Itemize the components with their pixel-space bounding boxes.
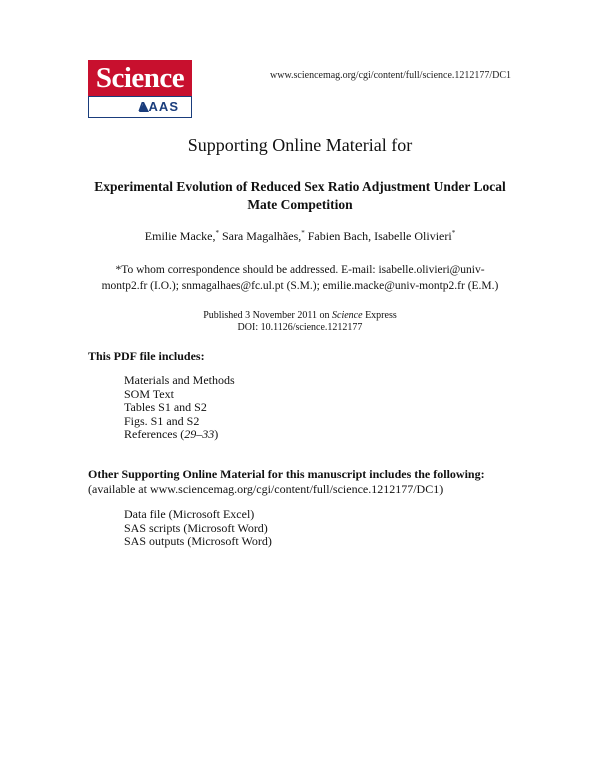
author-name: Sara Magalhães, [218, 229, 302, 243]
other-material-list [124, 508, 272, 549]
author-mark: * [451, 229, 456, 237]
publication-info [0, 310, 600, 334]
author-mark: * [215, 229, 219, 237]
published-suffix: Express [362, 310, 397, 321]
page-title: Supporting Online Material for [187, 135, 413, 155]
other-material-url: (available at www.sciencemag.org/cgi/content/full/science.1212177/DC1) [88, 482, 444, 496]
logo-wordmark: Science [88, 60, 192, 96]
aaas-badge [88, 96, 192, 118]
correspondence-line: montp2.fr (I.O.); snmagalhaes@fc.ul.pt (S.M.); emilie.macke@univ-montp2.fr (E.M.) [101, 280, 499, 292]
doi-line: DOI: 10.1126/science.1212177 [237, 322, 363, 333]
paper-title: Experimental Evolution of Reduced Sex Ratio Adjustment Under Local Mate Competition [94, 179, 506, 212]
published-prefix: Published 3 November 2011 on [203, 310, 333, 321]
list-item: Data file (Microsoft Excel) [124, 507, 255, 521]
correspondence-line: *To whom correspondence should be addressed. E-mail: isabelle.olivieri@univ- [115, 264, 485, 276]
list-item: SAS scripts (Microsoft Word) [124, 520, 268, 535]
list-item: Figs. S1 and S2 [124, 413, 200, 428]
science-logo [88, 60, 192, 118]
other-material-heading: Other Supporting Online Material for this manuscript includes the following: [88, 467, 485, 481]
author-name: Emilie Macke, [144, 229, 216, 243]
header-url[interactable]: www.sciencemag.org/cgi/content/full/science.1212177/DC1 [270, 70, 512, 81]
references-suffix: ) [214, 427, 219, 441]
list-item: SAS outputs (Microsoft Word) [124, 534, 272, 548]
includes-list [124, 374, 235, 442]
list-item: Materials and Methods [124, 373, 235, 387]
references-range: 29–33 [184, 427, 215, 441]
list-item [124, 428, 235, 442]
aaas-label: AAAS [138, 99, 179, 114]
references-prefix: References ( [124, 427, 185, 441]
journal-name: Science [332, 310, 363, 321]
author-name: Fabien Bach, Isabelle Olivieri [304, 229, 452, 243]
author-list [0, 229, 600, 244]
list-item: Tables S1 and S2 [124, 400, 207, 414]
list-item: SOM Text [124, 386, 174, 401]
author-mark: * [301, 229, 305, 237]
correspondence-note [80, 262, 520, 294]
includes-heading: This PDF file includes: [88, 349, 205, 363]
published-line [0, 310, 600, 322]
